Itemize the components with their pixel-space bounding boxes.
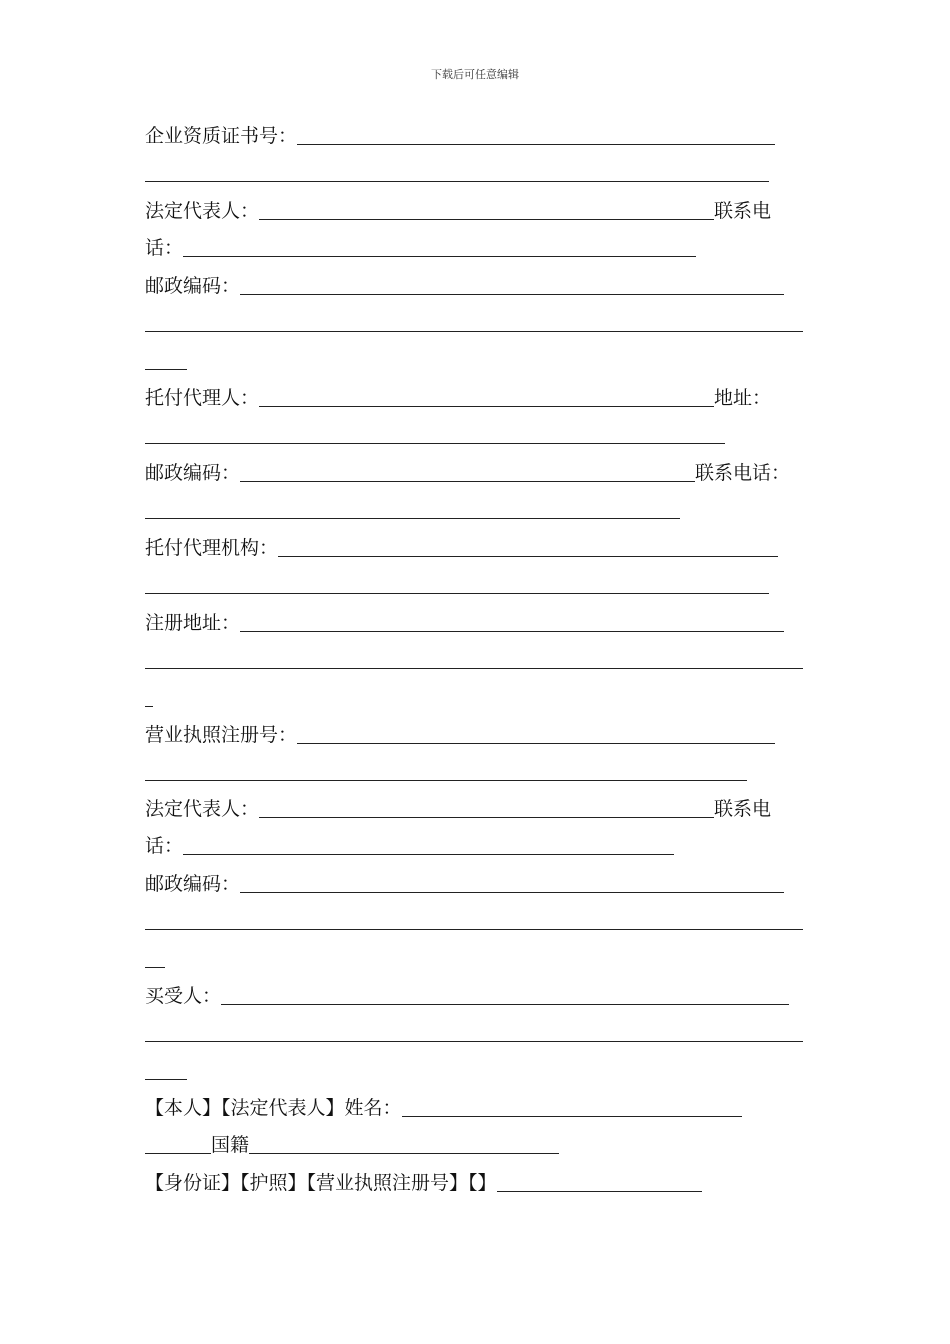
phone-2-label: 联系电话： (695, 462, 791, 484)
address-label: 地址： (714, 387, 772, 409)
license-no-blank[interactable] (297, 723, 775, 744)
postcode-2-label: 邮政编码： (145, 462, 241, 484)
phone-3-label-b: 话： (145, 835, 184, 857)
nationality-blank[interactable] (249, 1133, 559, 1154)
id-number-blank[interactable] (497, 1171, 702, 1192)
agent-org-label: 托付代理机构： (145, 537, 279, 559)
reg-address-blank-3[interactable] (145, 686, 153, 707)
identity-name-label: 【本人】【法定代表人】姓名： (145, 1097, 402, 1119)
postcode-3-blank-3[interactable] (145, 947, 165, 968)
postcode-3-blank-2[interactable] (145, 909, 803, 930)
legal-rep-label: 法定代表人： (145, 200, 260, 222)
agent-label: 托付代理人： (145, 387, 260, 409)
nationality-label: 国籍 (211, 1134, 250, 1156)
buyer-row-3 (145, 1055, 187, 1083)
id-types-label: 【身份证】【护照】【营业执照注册号】【】 (145, 1172, 497, 1194)
legal-rep-row (145, 195, 771, 223)
postcode-row (145, 270, 784, 298)
postcode-2-blank[interactable] (240, 461, 695, 482)
postcode-row-2 (145, 307, 803, 335)
postcode-2-row (145, 457, 790, 485)
phone-3-label-a: 联系电 (714, 798, 772, 820)
address-blank[interactable] (145, 423, 725, 444)
buyer-blank-3[interactable] (145, 1059, 187, 1080)
reg-address-label: 注册地址： (145, 612, 241, 634)
qualification-no-blank-2[interactable] (145, 161, 769, 182)
qualification-no-blank[interactable] (297, 124, 775, 145)
phone-label-a: 联系电 (714, 200, 772, 222)
reg-address-row-3 (145, 682, 153, 710)
postcode-row-3 (145, 345, 187, 373)
address-row (145, 419, 725, 447)
qualification-no-row-2 (145, 157, 769, 185)
license-no-row (145, 719, 775, 747)
postcode-blank-2[interactable] (145, 311, 803, 332)
license-no-blank-2[interactable] (145, 760, 747, 781)
license-no-row-2 (145, 756, 747, 784)
buyer-label: 买受人： (145, 985, 222, 1007)
postcode-blank[interactable] (240, 274, 784, 295)
phone-row (145, 232, 696, 260)
phone-3-blank[interactable] (183, 834, 674, 855)
phone-2-row (145, 494, 680, 522)
postcode-3-row-2 (145, 905, 803, 933)
postcode-3-blank[interactable] (240, 872, 784, 893)
buyer-row-2 (145, 1017, 803, 1045)
reg-address-blank-2[interactable] (145, 648, 803, 669)
phone-label-b: 话： (145, 237, 184, 259)
postcode-blank-3[interactable] (145, 349, 187, 370)
postcode-label: 邮政编码： (145, 275, 241, 297)
phone-2-blank[interactable] (145, 498, 680, 519)
postcode-3-row-3 (145, 943, 165, 971)
agent-org-row (145, 532, 778, 560)
legal-rep-2-row (145, 793, 771, 821)
buyer-blank[interactable] (221, 984, 789, 1005)
reg-address-row-2 (145, 644, 803, 672)
nationality-row (145, 1129, 559, 1157)
id-types-row (145, 1167, 702, 1195)
legal-rep-2-blank[interactable] (259, 797, 714, 818)
postcode-3-row (145, 868, 784, 896)
license-no-label: 营业执照注册号： (145, 724, 298, 746)
buyer-row (145, 980, 789, 1008)
legal-rep-blank[interactable] (259, 199, 714, 220)
identity-name-blank-2[interactable] (145, 1133, 211, 1154)
agent-org-blank[interactable] (278, 536, 778, 557)
qualification-no-row (145, 120, 775, 148)
legal-rep-2-label: 法定代表人： (145, 798, 260, 820)
agent-row (145, 382, 771, 410)
reg-address-row (145, 607, 784, 635)
buyer-blank-2[interactable] (145, 1021, 803, 1042)
postcode-3-label: 邮政编码： (145, 873, 241, 895)
phone-3-row (145, 830, 674, 858)
agent-org-blank-2[interactable] (145, 573, 769, 594)
identity-name-row (145, 1092, 742, 1120)
identity-name-blank[interactable] (402, 1096, 742, 1117)
phone-blank[interactable] (183, 236, 696, 257)
agent-org-row-2 (145, 569, 769, 597)
reg-address-blank[interactable] (240, 611, 784, 632)
agent-blank[interactable] (259, 386, 714, 407)
qualification-no-label: 企业资质证书号： (145, 125, 298, 147)
page-header: 下载后可任意编辑 (431, 68, 519, 81)
